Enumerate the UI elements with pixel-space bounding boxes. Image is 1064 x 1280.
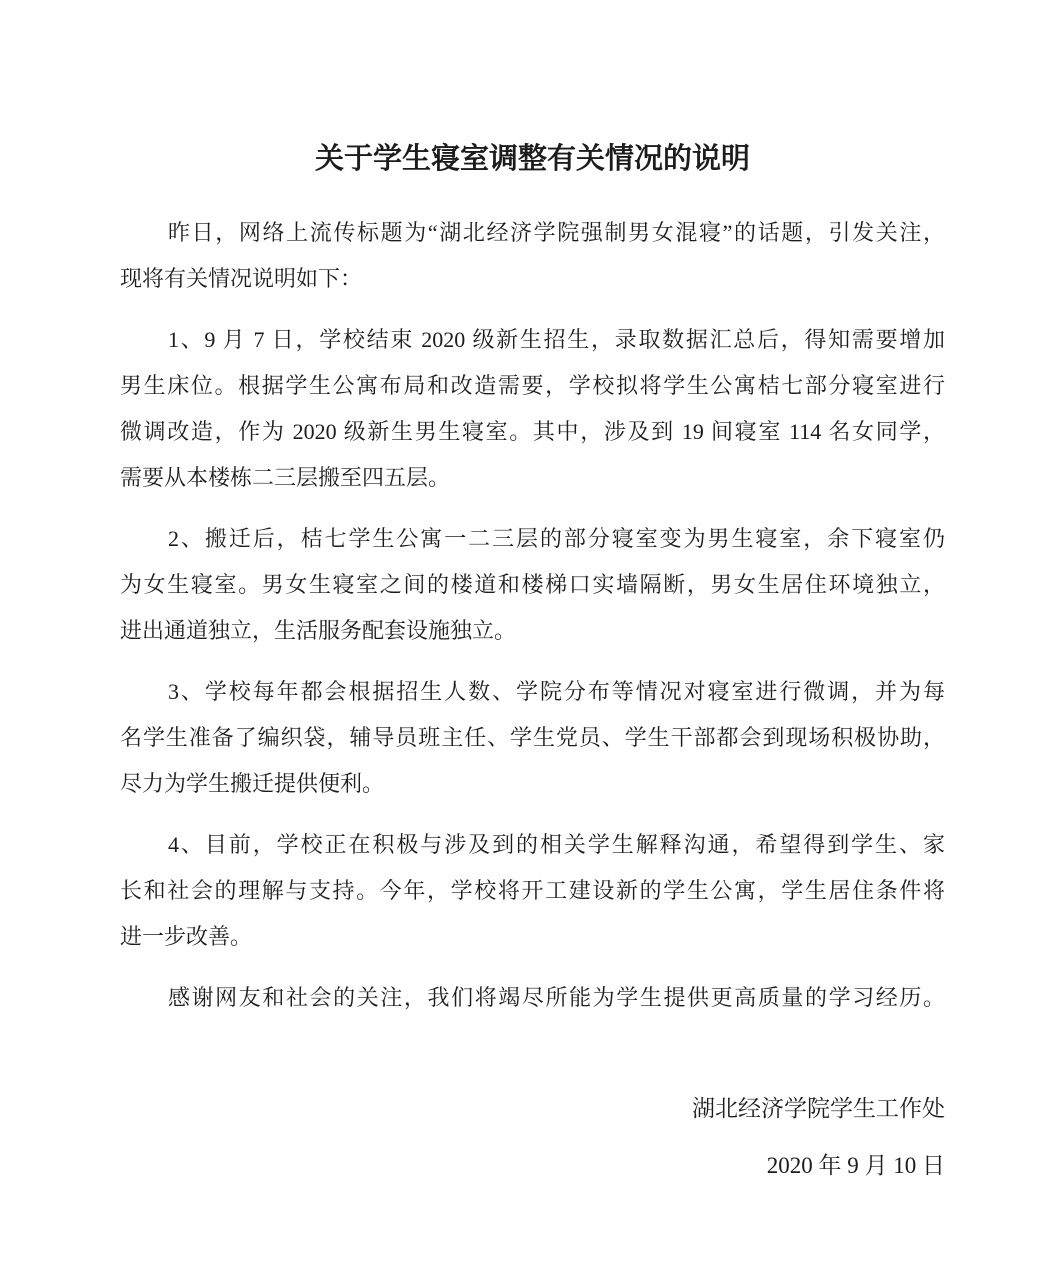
text-line: 进出通道独立，生活服务配套设施独立。 (120, 618, 517, 643)
text-line: 微调改造，作为 2020 级新生男生寝室。其中，涉及到 19 间寝室 114 名女同学， (120, 419, 945, 444)
document-body (120, 210, 945, 1021)
text-line: 长和社会的理解与支持。今年，学校将开工建设新的学生公寓，学生居住条件将 (120, 878, 945, 903)
date: 2020 年 9 月 10 日 (766, 1153, 945, 1178)
text-line: 现将有关情况说明如下： (120, 266, 363, 291)
text-line: 名学生准备了编织袋，辅导员班主任、学生党员、学生干部都会到现场积极协助， (120, 725, 945, 750)
paragraph-item-2 (120, 516, 945, 654)
text-line: 3、学校每年都会根据招生人数、学院分布等情况对寝室进行微调，并为每 (168, 679, 945, 704)
paragraph-closing (120, 975, 945, 1021)
paragraph-item-1 (120, 317, 945, 501)
signature-block (120, 1086, 945, 1189)
paragraph-intro (120, 210, 945, 302)
text-line: 昨日，网络上流传标题为“湖北经济学院强制男女混寝”的话题，引发关注， (168, 220, 945, 245)
text-line: 需要从本楼栋二三层搬至四五层。 (120, 465, 451, 490)
text-line: 尽力为学生搬迁提供便利。 (120, 771, 385, 796)
paragraph-item-3 (120, 669, 945, 807)
text-line: 4、目前，学校正在积极与涉及到的相关学生解释沟通，希望得到学生、家 (168, 832, 945, 857)
document-title: 关于学生寝室调整有关情况的说明 (314, 143, 750, 175)
text-line: 男生床位。根据学生公寓布局和改造需要，学校拟将学生公寓桔七部分寝室进行 (120, 373, 945, 398)
text-line: 感谢网友和社会的关注，我们将竭尽所能为学生提供更高质量的学习经历。 (168, 985, 945, 1010)
text-line: 1、9 月 7 日，学校结束 2020 级新生招生，录取数据汇总后，得知需要增加 (168, 327, 945, 352)
text-line: 进一步改善。 (120, 924, 253, 949)
paragraph-item-4 (120, 822, 945, 960)
text-line: 2、搬迁后，桔七学生公寓一二三层的部分寝室变为男生寝室，余下寝室仍 (168, 526, 945, 551)
text-line: 为女生寝室。男女生寝室之间的楼道和楼梯口实墙隔断，男女生居住环境独立， (120, 572, 945, 597)
signature: 湖北经济学院学生工作处 (692, 1096, 945, 1121)
